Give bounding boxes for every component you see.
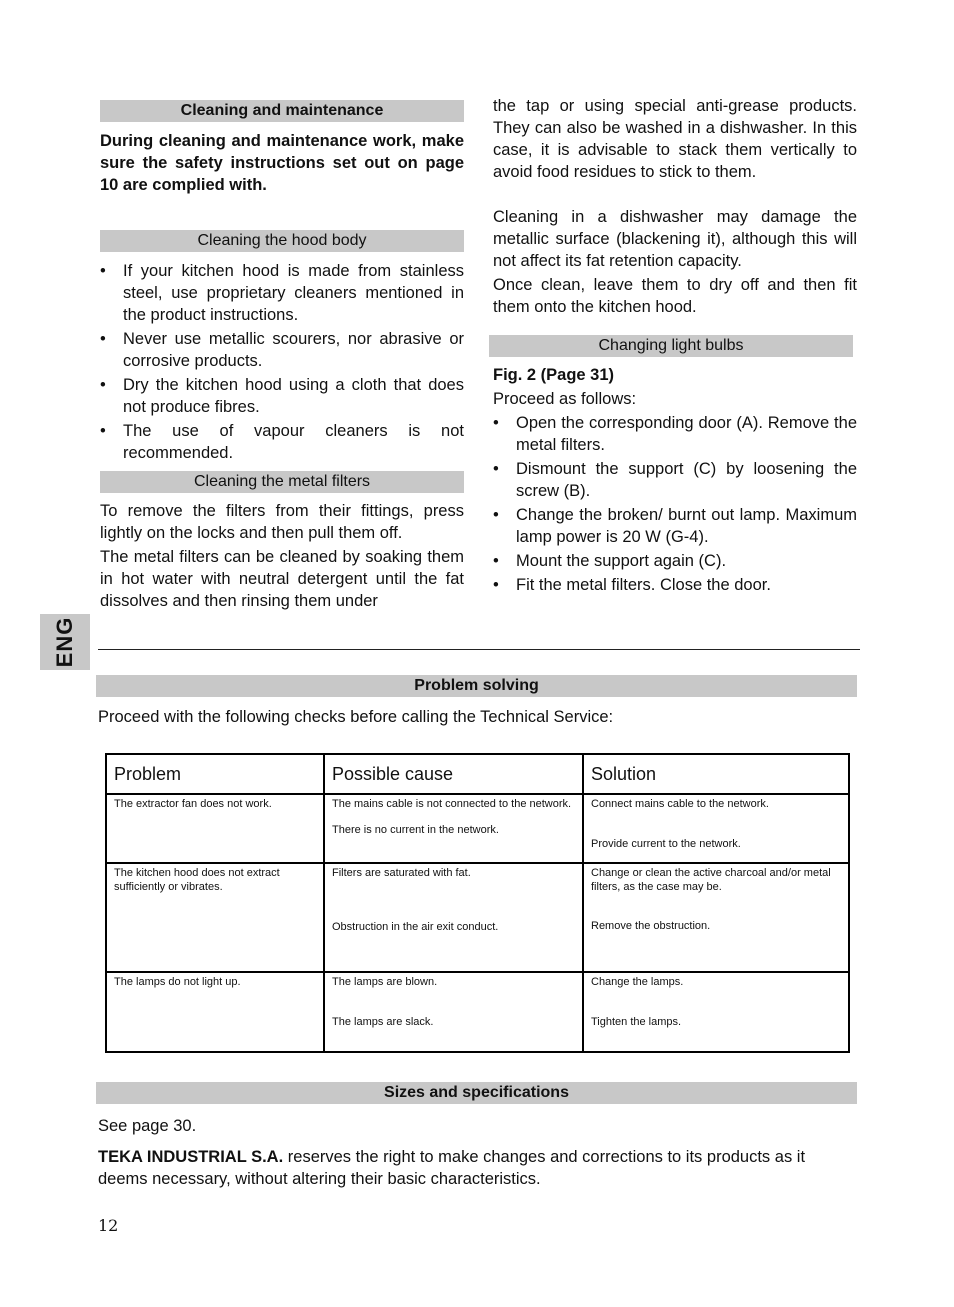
list-item: • Never use metallic scourers, nor abrasive or corrosive products. bbox=[100, 330, 464, 370]
light-bulbs-heading: Changing light bulbs bbox=[489, 335, 853, 357]
metal-filters-para-2: The metal filters can be cleaned by soaking them in hot water with neutral detergent until the fat dissolves and then rinsing them under bbox=[100, 548, 464, 610]
problem-solving-intro: Proceed with the following checks before calling the Technical Service: bbox=[98, 708, 614, 726]
metal-filters-heading: Cleaning the metal filters bbox=[100, 471, 464, 493]
problem-table bbox=[105, 753, 850, 1053]
column-header: Possible cause bbox=[324, 754, 583, 794]
column-header: Solution bbox=[583, 754, 849, 794]
list-item: • Dismount the support (C) by loosening the screw (B). bbox=[493, 460, 857, 500]
problem-cell: The lamps do not light up. bbox=[106, 972, 324, 1052]
light-bulbs-intro: Proceed as follows: bbox=[493, 390, 637, 408]
problem-cell: The extractor fan does not work. bbox=[106, 794, 324, 863]
cleaning-maintenance-heading: Cleaning and maintenance bbox=[100, 100, 464, 122]
table-row bbox=[106, 794, 849, 863]
cause-cell: The mains cable is not connected to the network. There is no current in the network. bbox=[324, 794, 583, 863]
notice-text: reserves the right to make changes and corrections to its products as it deems necessary, without altering their basic characteristics. bbox=[98, 1148, 806, 1188]
list-item: • The use of vapour cleaners is not recommended. bbox=[100, 422, 464, 462]
cause-cell: Filters are saturated with fat. Obstruction in the air exit conduct. bbox=[324, 863, 583, 972]
cause-cell: The lamps are blown. The lamps are slack. bbox=[324, 972, 583, 1052]
right-para-3: Once clean, leave them to dry off and then fit them onto the kitchen hood. bbox=[493, 276, 857, 316]
right-para-1: the tap or using special anti-grease products. They can also be washed in a dishwasher. In this case, it is advisable to stack them vertically to avoid food residues to stick to them. bbox=[493, 97, 857, 181]
list-item: • Mount the support again (C). bbox=[493, 552, 727, 570]
right-para-2: Cleaning in a dishwasher may damage the metallic surface (blackening it), although this will not affect its fat retention capacity. bbox=[493, 208, 857, 270]
safety-warning: During cleaning and maintenance work, make sure the safety instructions set out on page 10 are complied with. bbox=[100, 132, 464, 194]
hood-body-list bbox=[100, 260, 464, 466]
list-item: • Open the corresponding door (A). Remove the metal filters. bbox=[493, 414, 857, 454]
see-page-text: See page 30. bbox=[98, 1117, 197, 1135]
language-tab: ENG bbox=[40, 614, 90, 670]
table-header-row bbox=[106, 754, 849, 794]
solution-cell: Connect mains cable to the network. Provide current to the network. bbox=[583, 794, 849, 863]
list-item: • Change the broken/ burnt out lamp. Maximum lamp power is 20 W (G-4). bbox=[493, 506, 857, 546]
fig-reference: Fig. 2 (Page 31) bbox=[493, 366, 615, 384]
company-notice bbox=[98, 1146, 858, 1190]
table-row bbox=[106, 863, 849, 972]
page-number: 12 bbox=[98, 1216, 119, 1235]
section-divider bbox=[98, 649, 860, 650]
problem-solving-heading: Problem solving bbox=[96, 675, 857, 697]
table-row bbox=[106, 972, 849, 1052]
list-item: • If your kitchen hood is made from stainless steel, use proprietary cleaners mentioned in the product instructions. bbox=[100, 262, 464, 324]
solution-cell: Change the lamps. Tighten the lamps. bbox=[583, 972, 849, 1052]
company-name: TEKA INDUSTRIAL S.A. bbox=[98, 1148, 284, 1166]
list-item: • Dry the kitchen hood using a cloth that does not produce fibres. bbox=[100, 376, 464, 416]
metal-filters-para-1: To remove the filters from their fittings, press lightly on the locks and then pull them off. bbox=[100, 502, 464, 542]
light-bulbs-list bbox=[493, 412, 857, 598]
hood-body-heading: Cleaning the hood body bbox=[100, 230, 464, 252]
problem-cell: The kitchen hood does not extract sufficiently or vibrates. bbox=[106, 863, 324, 972]
column-header: Problem bbox=[106, 754, 324, 794]
solution-cell: Change or clean the active charcoal and/or metal filters, as the case may be. Remove the obstruction. bbox=[583, 863, 849, 972]
sizes-heading: Sizes and specifications bbox=[96, 1082, 857, 1104]
list-item: • Fit the metal filters. Close the door. bbox=[493, 576, 771, 594]
